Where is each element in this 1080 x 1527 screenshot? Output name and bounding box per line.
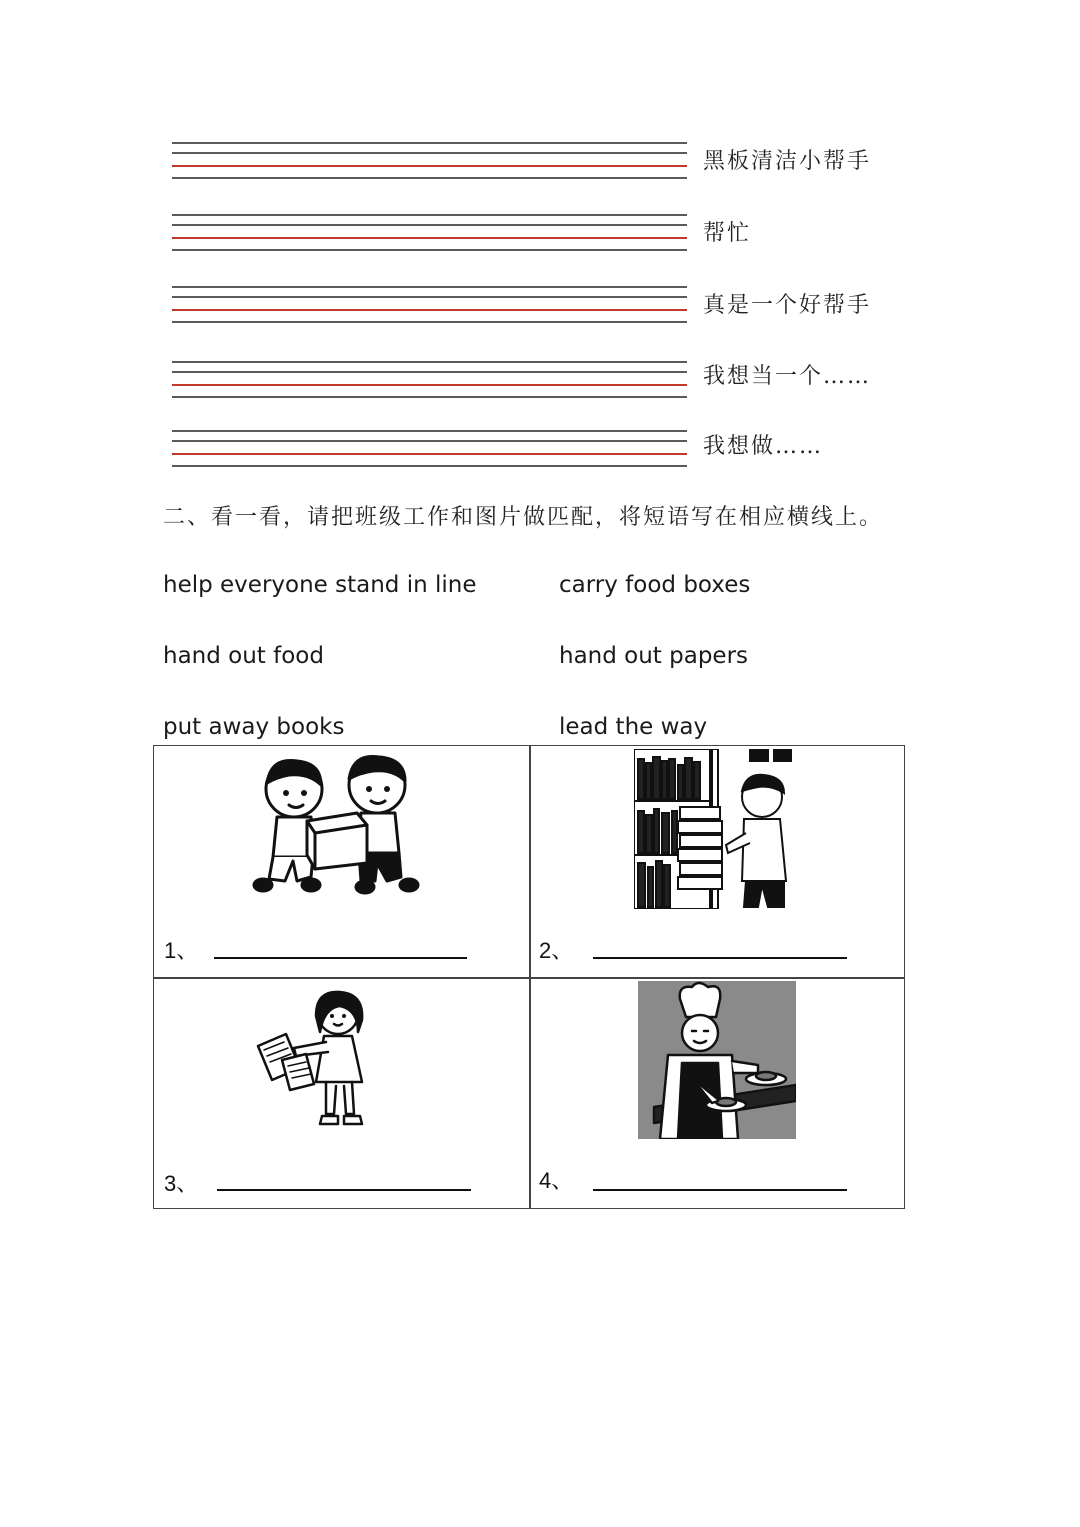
- writing-label-4: 我想当一个……: [703, 364, 872, 389]
- writing-label-1: 黑板清洁小帮手: [703, 149, 872, 174]
- phrase-5: put away books: [163, 714, 345, 740]
- answer-blank-3[interactable]: [217, 1189, 471, 1191]
- writing-lines-2[interactable]: [172, 214, 687, 254]
- writing-label-3: 真是一个好帮手: [703, 293, 872, 318]
- phrase-6: lead the way: [559, 714, 708, 740]
- section-instruction: 二、看一看，请把班级工作和图片做匹配，将短语写在相应横线上。: [163, 505, 884, 530]
- answer-blank-4[interactable]: [593, 1189, 847, 1191]
- girl-handing-out-papers-illustration: [252, 986, 387, 1134]
- phrase-1: help everyone stand in line: [163, 572, 477, 598]
- answer-blank-1[interactable]: [214, 957, 467, 959]
- phrase-2: carry food boxes: [559, 572, 751, 598]
- answer-blank-2[interactable]: [593, 957, 847, 959]
- item-number-4: 4、: [539, 1168, 574, 1193]
- writing-lines-1[interactable]: [172, 142, 687, 182]
- boy-putting-away-books-illustration: [634, 749, 792, 909]
- writing-lines-4[interactable]: [172, 361, 687, 401]
- writing-label-2: 帮忙: [703, 221, 752, 246]
- phrase-3: hand out food: [163, 643, 324, 669]
- item-number-1: 1、: [164, 938, 199, 963]
- chef-serving-food-illustration: [638, 981, 796, 1139]
- writing-lines-3[interactable]: [172, 286, 687, 326]
- matching-grid: [153, 745, 905, 1209]
- phrase-4: hand out papers: [559, 643, 749, 669]
- writing-label-5: 我想做……: [703, 434, 824, 459]
- item-number-2: 2、: [539, 938, 574, 963]
- writing-lines-5[interactable]: [172, 430, 687, 470]
- two-kids-carrying-box-illustration: [249, 751, 429, 911]
- item-number-3: 3、: [164, 1171, 199, 1196]
